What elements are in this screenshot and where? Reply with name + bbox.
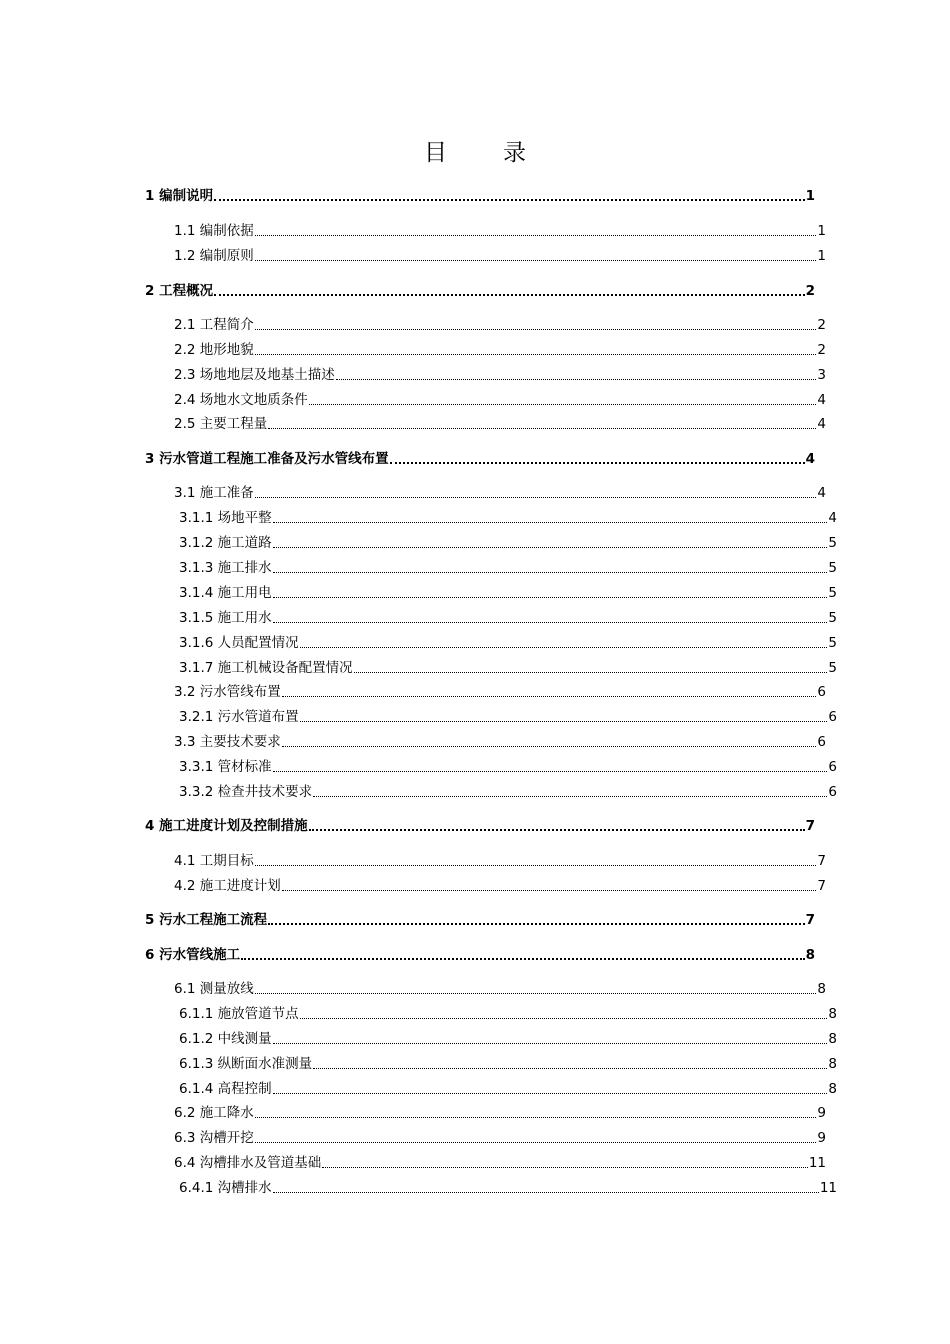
toc-entry[interactable] [174, 1153, 826, 1173]
toc-page-number: 9 [817, 1130, 826, 1146]
toc-entry-label: 6.4.1 沟槽排水 [179, 1180, 272, 1196]
toc-page-number: 6 [828, 709, 837, 725]
toc-entry-label: 3.3.2 检查井技术要求 [179, 784, 313, 800]
toc-dot-leader [255, 354, 817, 355]
toc-entry[interactable] [174, 315, 826, 335]
toc-entry[interactable] [179, 533, 837, 553]
toc-page-number: 6 [817, 734, 826, 750]
toc-dot-leader [354, 672, 828, 673]
toc-entry[interactable] [174, 221, 826, 241]
toc-entry[interactable] [179, 633, 837, 653]
toc-entry[interactable] [145, 945, 815, 965]
toc-dot-leader [282, 696, 817, 697]
toc-page-number: 2 [817, 317, 826, 333]
toc-entry-label: 4.1 工期目标 [174, 853, 254, 869]
toc-page-number: 8 [828, 1081, 837, 1097]
toc-entry-label: 3.1.3 施工排水 [179, 560, 272, 576]
title-char-1: 目 [424, 140, 447, 166]
toc-page-number: 5 [828, 660, 837, 676]
toc-entry[interactable] [145, 281, 815, 301]
toc-entry[interactable] [179, 782, 837, 802]
toc-page-number: 4 [817, 485, 826, 501]
toc-entry[interactable] [145, 816, 815, 836]
toc-entry-label: 3.3.1 管材标准 [179, 759, 272, 775]
toc-page-number: 1 [805, 188, 815, 204]
toc-dot-leader [273, 547, 828, 548]
toc-entry[interactable] [179, 1178, 837, 1198]
toc-dot-leader [255, 260, 817, 261]
toc-entry[interactable] [145, 186, 815, 206]
toc-dot-leader [273, 771, 828, 772]
toc-dot-leader [273, 622, 828, 623]
toc-entry-label: 3.2.1 污水管道布置 [179, 709, 299, 725]
toc-dot-leader [300, 647, 828, 648]
toc-page-number: 2 [817, 342, 826, 358]
toc-entry[interactable] [174, 390, 826, 410]
toc-entry[interactable] [179, 1054, 837, 1074]
toc-entry-label: 3.1.4 施工用电 [179, 585, 272, 601]
toc-entry[interactable] [179, 707, 837, 727]
toc-entry[interactable] [174, 876, 826, 896]
toc-entry-label: 1.1 编制依据 [174, 223, 254, 239]
toc-dot-leader [255, 993, 817, 994]
toc-page-number: 8 [805, 947, 815, 963]
toc-page-number: 6 [828, 784, 837, 800]
toc-entry[interactable] [179, 1029, 837, 1049]
toc-entry-label: 4 施工进度计划及控制措施 [145, 818, 308, 834]
toc-entry[interactable] [179, 1079, 837, 1099]
toc-dot-leader [313, 796, 827, 797]
toc-entry-label: 6.1.1 施放管道节点 [179, 1006, 299, 1022]
toc-dot-leader [273, 1192, 819, 1193]
toc-page-number: 11 [808, 1155, 826, 1171]
toc-dot-leader [214, 294, 805, 296]
toc-page-number: 4 [817, 392, 826, 408]
toc-entry-label: 2.2 地形地貌 [174, 342, 254, 358]
toc-page-number: 7 [817, 853, 826, 869]
toc-entry-label: 5 污水工程施工流程 [145, 912, 268, 928]
toc-dot-leader [255, 1117, 817, 1118]
toc-dot-leader [309, 829, 805, 831]
toc-dot-leader [282, 746, 817, 747]
toc-dot-leader [322, 1167, 808, 1168]
title-char-2: 录 [503, 140, 526, 166]
toc-entry[interactable] [174, 246, 826, 266]
toc-entry-label: 3.1.2 施工道路 [179, 535, 272, 551]
toc-page-number: 5 [828, 535, 837, 551]
toc-page-number: 5 [828, 635, 837, 651]
toc-entry-label: 2.3 场地地层及地基土描述 [174, 367, 335, 383]
toc-entry[interactable] [174, 365, 826, 385]
toc-page-number: 8 [828, 1006, 837, 1022]
toc-entry-label: 4.2 施工进度计划 [174, 878, 281, 894]
toc-dot-leader [255, 865, 817, 866]
toc-entry[interactable] [145, 449, 815, 469]
toc-page-number: 11 [819, 1180, 837, 1196]
toc-page-number: 2 [805, 283, 815, 299]
toc-entry-label: 6.1.2 中线测量 [179, 1031, 272, 1047]
toc-entry-label: 2.5 主要工程量 [174, 416, 268, 432]
toc-page-number: 4 [805, 451, 815, 467]
toc-entry[interactable] [174, 414, 826, 434]
toc-dot-leader [390, 462, 805, 464]
toc-page-number: 4 [828, 510, 837, 526]
toc-entry[interactable] [179, 558, 837, 578]
toc-dot-leader [313, 1068, 827, 1069]
toc-dot-leader [300, 721, 828, 722]
toc-entry-label: 1 编制说明 [145, 188, 214, 204]
toc-entry-label: 3.1 施工准备 [174, 485, 254, 501]
toc-dot-leader [241, 958, 805, 960]
toc-page-number: 8 [828, 1031, 837, 1047]
toc-entry[interactable] [174, 979, 826, 999]
toc-dot-leader [300, 1018, 828, 1019]
toc-dot-leader [282, 890, 817, 891]
toc-entry[interactable] [179, 658, 837, 678]
toc-entry-label: 3.1.6 人员配置情况 [179, 635, 299, 651]
toc-entry-label: 6.1 测量放线 [174, 981, 254, 997]
toc-page-number: 8 [817, 981, 826, 997]
toc-entry-label: 6.4 沟槽排水及管道基础 [174, 1155, 322, 1171]
toc-dot-leader [273, 1093, 828, 1094]
toc-entry-label: 3.1.5 施工用水 [179, 610, 272, 626]
toc-entry-label: 2 工程概况 [145, 283, 214, 299]
toc-entry[interactable] [174, 1128, 826, 1148]
toc-page-number: 5 [828, 610, 837, 626]
toc-page-number: 3 [817, 367, 826, 383]
toc-entry[interactable] [179, 1004, 837, 1024]
toc-dot-leader [336, 379, 817, 380]
toc-entry-label: 1.2 编制原则 [174, 248, 254, 264]
toc-entry[interactable] [174, 483, 826, 503]
toc-dot-leader [214, 199, 805, 201]
toc-page-number: 9 [817, 1105, 826, 1121]
toc-page-number: 7 [805, 912, 815, 928]
toc-entry-label: 6 污水管线施工 [145, 947, 241, 963]
toc-page-number: 1 [817, 223, 826, 239]
toc-entry[interactable] [179, 583, 837, 603]
toc-page-number: 8 [828, 1056, 837, 1072]
toc-entry-label: 2.1 工程简介 [174, 317, 254, 333]
toc-page-number: 6 [828, 759, 837, 775]
toc-dot-leader [273, 522, 828, 523]
toc-entry[interactable] [174, 851, 826, 871]
toc-dot-leader [273, 572, 828, 573]
toc-dot-leader [273, 597, 828, 598]
toc-entry[interactable] [179, 608, 837, 628]
toc-entry[interactable] [179, 508, 837, 528]
toc-entry[interactable] [174, 732, 826, 752]
toc-dot-leader [255, 235, 817, 236]
toc-entry-label: 3.2 污水管线布置 [174, 684, 281, 700]
toc-entry-label: 6.1.4 高程控制 [179, 1081, 272, 1097]
toc-dot-leader [268, 923, 805, 925]
toc-dot-leader [255, 497, 817, 498]
toc-dot-leader [309, 404, 817, 405]
toc-entry[interactable] [145, 910, 815, 930]
toc-entry-label: 2.4 场地水文地质条件 [174, 392, 308, 408]
toc-entry-label: 6.1.3 纵断面水准测量 [179, 1056, 313, 1072]
toc-page-number: 7 [817, 878, 826, 894]
toc-entry[interactable] [179, 757, 837, 777]
toc-entry[interactable] [174, 1103, 826, 1123]
toc-page-number: 6 [817, 684, 826, 700]
toc-dot-leader [255, 329, 817, 330]
toc-page-number: 4 [817, 416, 826, 432]
toc-page-number: 1 [817, 248, 826, 264]
toc-entry-label: 3.1.1 场地平整 [179, 510, 272, 526]
toc-dot-leader [273, 1043, 828, 1044]
toc-page-number: 7 [805, 818, 815, 834]
toc-entry-label: 3 污水管道工程施工准备及污水管线布置 [145, 451, 389, 467]
toc-entry[interactable] [174, 682, 826, 702]
toc-dot-leader [268, 428, 816, 429]
toc-entry-label: 3.1.7 施工机械设备配置情况 [179, 660, 353, 676]
toc-page-number: 5 [828, 585, 837, 601]
toc-entry-label: 6.2 施工降水 [174, 1105, 254, 1121]
toc-dot-leader [255, 1142, 817, 1143]
toc-page-number: 5 [828, 560, 837, 576]
toc-entry-label: 3.3 主要技术要求 [174, 734, 281, 750]
toc-entry-label: 6.3 沟槽开挖 [174, 1130, 254, 1146]
toc-entry[interactable] [174, 340, 826, 360]
